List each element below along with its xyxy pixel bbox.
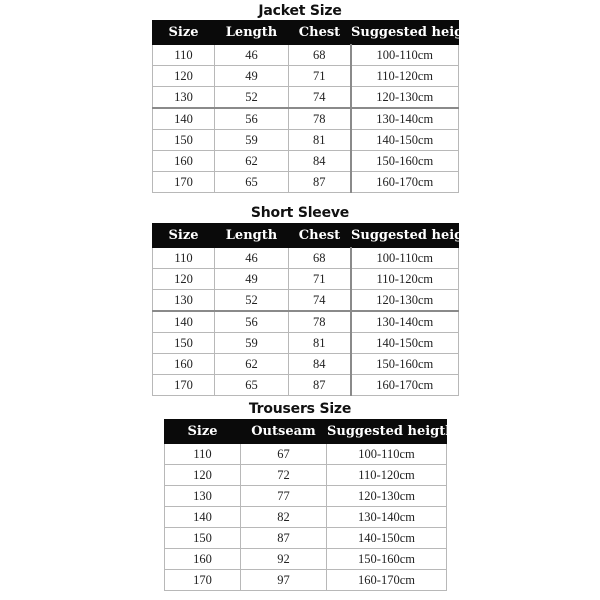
jacket-size-table xyxy=(152,20,479,193)
size-cell: 140 xyxy=(153,311,215,333)
short-sleeve-table xyxy=(152,223,479,396)
height-cell: 150-160cm xyxy=(351,151,459,172)
table-row xyxy=(153,151,459,172)
size-cell: 170 xyxy=(153,375,215,396)
outseam-cell: 97 xyxy=(241,570,327,591)
size-cell: 160 xyxy=(165,549,241,570)
length-cell: 59 xyxy=(215,130,289,151)
column-header-size: Size xyxy=(153,224,215,248)
size-cell: 130 xyxy=(153,87,215,109)
length-cell: 49 xyxy=(215,66,289,87)
length-cell: 65 xyxy=(215,172,289,193)
table-row xyxy=(153,333,459,354)
chest-cell: 78 xyxy=(289,108,351,130)
short-sleeve-title: Short Sleeve xyxy=(250,205,350,221)
height-cell: 160-170cm xyxy=(351,375,459,396)
length-cell: 46 xyxy=(215,45,289,66)
table-row xyxy=(153,172,459,193)
length-cell: 52 xyxy=(215,290,289,312)
column-header-suggested-height: Suggested heigth xyxy=(351,224,459,248)
height-cell: 110-120cm xyxy=(327,465,447,486)
chest-cell: 68 xyxy=(289,45,351,66)
chest-cell: 74 xyxy=(289,290,351,312)
size-cell: 120 xyxy=(153,269,215,290)
chest-cell: 87 xyxy=(289,375,351,396)
column-header-chest: Chest xyxy=(289,21,351,45)
size-cell: 140 xyxy=(153,108,215,130)
table-row xyxy=(153,290,459,312)
table-row xyxy=(165,528,447,549)
jacket-size-title: Jacket Size xyxy=(258,3,342,19)
height-cell: 100-110cm xyxy=(351,248,459,269)
length-cell: 46 xyxy=(215,248,289,269)
chest-cell: 71 xyxy=(289,66,351,87)
table-row xyxy=(153,375,459,396)
table-row xyxy=(165,570,447,591)
length-cell: 62 xyxy=(215,151,289,172)
size-cell: 170 xyxy=(153,172,215,193)
table-header-row xyxy=(153,224,459,248)
height-cell: 160-170cm xyxy=(327,570,447,591)
chest-cell: 81 xyxy=(289,333,351,354)
column-header-length: Length xyxy=(215,21,289,45)
length-cell: 56 xyxy=(215,311,289,333)
height-cell: 100-110cm xyxy=(327,444,447,465)
size-cell: 120 xyxy=(165,465,241,486)
chest-cell: 84 xyxy=(289,354,351,375)
length-cell: 49 xyxy=(215,269,289,290)
chest-cell: 78 xyxy=(289,311,351,333)
table-row xyxy=(153,66,459,87)
table-row xyxy=(165,549,447,570)
table-row xyxy=(153,108,459,130)
size-cell: 120 xyxy=(153,66,215,87)
chest-cell: 68 xyxy=(289,248,351,269)
table-row xyxy=(165,507,447,528)
length-cell: 62 xyxy=(215,354,289,375)
height-cell: 160-170cm xyxy=(351,172,459,193)
size-cell: 130 xyxy=(165,486,241,507)
height-cell: 130-140cm xyxy=(327,507,447,528)
table-header-row xyxy=(165,420,447,444)
size-cell: 110 xyxy=(153,45,215,66)
size-cell: 160 xyxy=(153,151,215,172)
outseam-cell: 67 xyxy=(241,444,327,465)
table-row xyxy=(153,248,459,269)
height-cell: 150-160cm xyxy=(351,354,459,375)
table-row xyxy=(165,444,447,465)
column-header-suggested-height: Suggested heigth xyxy=(351,21,459,45)
table-header-row xyxy=(153,21,459,45)
chest-cell: 71 xyxy=(289,269,351,290)
outseam-cell: 77 xyxy=(241,486,327,507)
chest-cell: 87 xyxy=(289,172,351,193)
height-cell: 140-150cm xyxy=(327,528,447,549)
table-row xyxy=(153,45,459,66)
outseam-cell: 72 xyxy=(241,465,327,486)
height-cell: 130-140cm xyxy=(351,311,459,333)
length-cell: 65 xyxy=(215,375,289,396)
height-cell: 120-130cm xyxy=(351,290,459,312)
table-row xyxy=(153,130,459,151)
chest-cell: 84 xyxy=(289,151,351,172)
chest-cell: 74 xyxy=(289,87,351,109)
size-cell: 140 xyxy=(165,507,241,528)
outseam-cell: 87 xyxy=(241,528,327,549)
size-cell: 150 xyxy=(165,528,241,549)
table-row xyxy=(165,465,447,486)
table-row xyxy=(153,269,459,290)
table-row xyxy=(153,354,459,375)
length-cell: 52 xyxy=(215,87,289,109)
table-row xyxy=(165,486,447,507)
column-header-outseam: Outseam xyxy=(241,420,327,444)
chest-cell: 81 xyxy=(289,130,351,151)
length-cell: 59 xyxy=(215,333,289,354)
column-header-size: Size xyxy=(153,21,215,45)
column-header-size: Size xyxy=(165,420,241,444)
size-cell: 110 xyxy=(165,444,241,465)
table-row xyxy=(153,87,459,109)
column-header-length: Length xyxy=(215,224,289,248)
height-cell: 140-150cm xyxy=(351,333,459,354)
trousers-size-title: Trousers Size xyxy=(248,401,352,417)
size-cell: 170 xyxy=(165,570,241,591)
column-header-suggested-height: Suggested heigth xyxy=(327,420,447,444)
height-cell: 150-160cm xyxy=(327,549,447,570)
table-row xyxy=(153,311,459,333)
height-cell: 120-130cm xyxy=(351,87,459,109)
outseam-cell: 92 xyxy=(241,549,327,570)
size-cell: 150 xyxy=(153,333,215,354)
height-cell: 100-110cm xyxy=(351,45,459,66)
size-cell: 150 xyxy=(153,130,215,151)
trousers-size-table xyxy=(164,419,455,591)
height-cell: 110-120cm xyxy=(351,269,459,290)
length-cell: 56 xyxy=(215,108,289,130)
height-cell: 140-150cm xyxy=(351,130,459,151)
size-cell: 110 xyxy=(153,248,215,269)
outseam-cell: 82 xyxy=(241,507,327,528)
height-cell: 120-130cm xyxy=(327,486,447,507)
column-header-chest: Chest xyxy=(289,224,351,248)
height-cell: 110-120cm xyxy=(351,66,459,87)
size-cell: 160 xyxy=(153,354,215,375)
height-cell: 130-140cm xyxy=(351,108,459,130)
size-cell: 130 xyxy=(153,290,215,312)
